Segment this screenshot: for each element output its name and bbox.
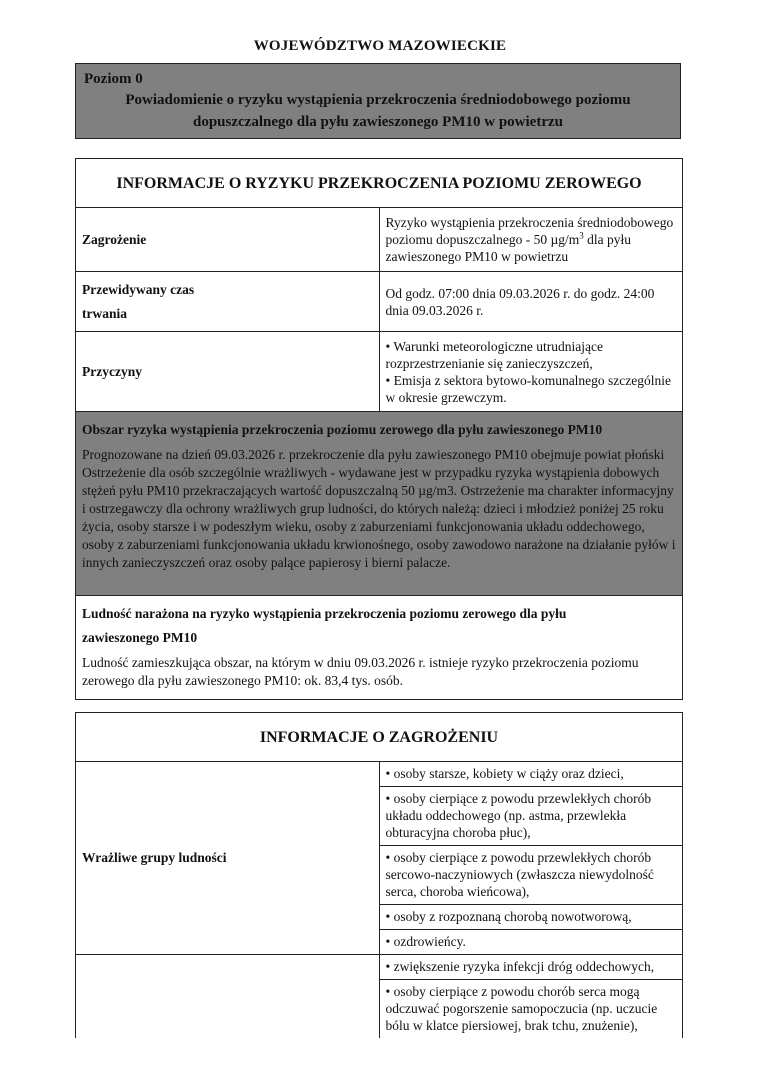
exposed-population-title-1: Ludność narażona na ryzyko wystąpienia przekroczenia poziomu zerowego dla pyłu xyxy=(82,606,567,621)
risk-area-title: Obszar ryzyka wystąpienia przekroczenia poziomu zerowego dla pyłu zawieszonego PM10 xyxy=(82,422,603,437)
sensitive-groups-label: Wrażliwe grupy ludności xyxy=(76,762,380,955)
sensitive-group-item: • osoby cierpiące z powodu przewlekłych chorób sercowo-naczyniowych (zwłaszcza niewydolność serca, choroba wieńcowa), xyxy=(380,846,683,905)
threat-value xyxy=(379,208,683,272)
duration-label-line-1: Przewidywany czas xyxy=(82,281,195,297)
causes-list xyxy=(379,332,683,412)
risk-info-table xyxy=(75,158,683,700)
exposed-population-body: Ludność zamieszkująca obszar, na którym w dniu 09.03.2026 r. istnieje ryzyko przekroczenia poziomu zerowego dla pyłu zawieszonego PM10: ok. 83,4 tys. osób. xyxy=(82,655,639,688)
duration-label-line-2: trwania xyxy=(82,305,127,321)
exposed-population-title-2: zawieszonego PM10 xyxy=(82,630,198,645)
alert-level: Poziom 0 xyxy=(84,71,143,87)
exposed-population-section xyxy=(76,596,683,700)
risk-area-section xyxy=(76,412,683,596)
threat-value-text-end: dla pyłu zawieszonego PM10 w powietrzu xyxy=(385,232,631,264)
effects-list xyxy=(379,955,683,1039)
threat-info-table xyxy=(75,712,683,1038)
alert-subtitle-line-2: dopuszczalnego dla pyłu zawieszonego PM10 w powietrzu xyxy=(193,114,563,130)
threat-label: Zagrożenie xyxy=(76,208,380,272)
cause-item: • Emisja z sektora bytowo-komunalnego szczególnie w okresie grzewczym. xyxy=(385,372,672,405)
threat-value-sup: 3 xyxy=(579,230,584,241)
duration-label xyxy=(76,272,380,332)
duration-value: Od godz. 07:00 dnia 09.03.2026 r. do godz. 24:00 dnia 09.03.2026 r. xyxy=(379,272,683,332)
effect-item: • osoby cierpiące z powodu chorób serca mogą odczuwać pogorszenie samopoczucia (np. uczucie bólu w klatce piersiowej, brak tchu, znużenie), xyxy=(385,984,658,1033)
cause-item: • Warunki meteorologiczne utrudniające rozprzestrzenianie się zanieczyszczeń, xyxy=(385,338,603,371)
sensitive-group-item: • osoby z rozpoznaną chorobą nowotworową, xyxy=(380,905,683,930)
sensitive-group-item: • osoby starsze, kobiety w ciąży oraz dzieci, xyxy=(380,762,683,787)
effect-item: • zwiększenie ryzyka infekcji dróg oddechowych, xyxy=(380,955,683,980)
threat-value-text: Ryzyko wystąpienia przekroczenia średniodobowego poziomu dopuszczalnego - 50 µg/m xyxy=(385,215,674,247)
causes-label: Przyczyny xyxy=(76,332,380,412)
alert-subtitle-line-1: Powiadomienie o ryzyku wystąpienia przekroczenia średniodobowego poziomu xyxy=(125,92,631,108)
sensitive-group-item: • ozdrowieńcy. xyxy=(385,934,466,949)
sensitive-group-item: • osoby cierpiące z powodu przewlekłych chorób układu oddechowego (np. astma, przewlekła obturacyjna choroba płuc), xyxy=(380,787,683,846)
effects-label xyxy=(76,955,380,1039)
risk-info-title: INFORMACJE O RYZYKU PRZEKROCZENIA POZIOMU ZEROWEGO xyxy=(76,159,683,208)
page-title: WOJEWÓDZTWO MAZOWIECKIE xyxy=(253,38,507,54)
alert-level-header xyxy=(75,63,681,139)
risk-area-body: Prognozowane na dzień 09.03.2026 r. przekroczenie dla pyłu zawieszonego PM10 obejmuje powiat płoński Ostrzeżenie dla osób szczególnie wrażliwych - wydawane jest w przypadku ryzyka wystąpienia dobowych stężeń pyłu PM10 przekraczających wartość dopuszczalną 50 µg/m3. Ostrzeżenie ma charakter informacyjny i ostrzegawczy dla ochrony wrażliwych grup ludności, do których należą: dzieci i młodzież poniżej 25 roku życia, osoby starsze i w podeszłym wieku, osoby z zaburzeniami funkcjonowania układu oddechowego, osoby z zaburzeniami funkcjonowania układu krwionośnego, osoby zawodowo narażone na działanie pyłów i innych zanieczyszczeń oraz osoby palące papierosy i bierni palacze. xyxy=(82,447,676,570)
threat-info-title: INFORMACJE O ZAGROŻENIU xyxy=(76,713,683,762)
sensitive-groups-list xyxy=(379,762,683,955)
